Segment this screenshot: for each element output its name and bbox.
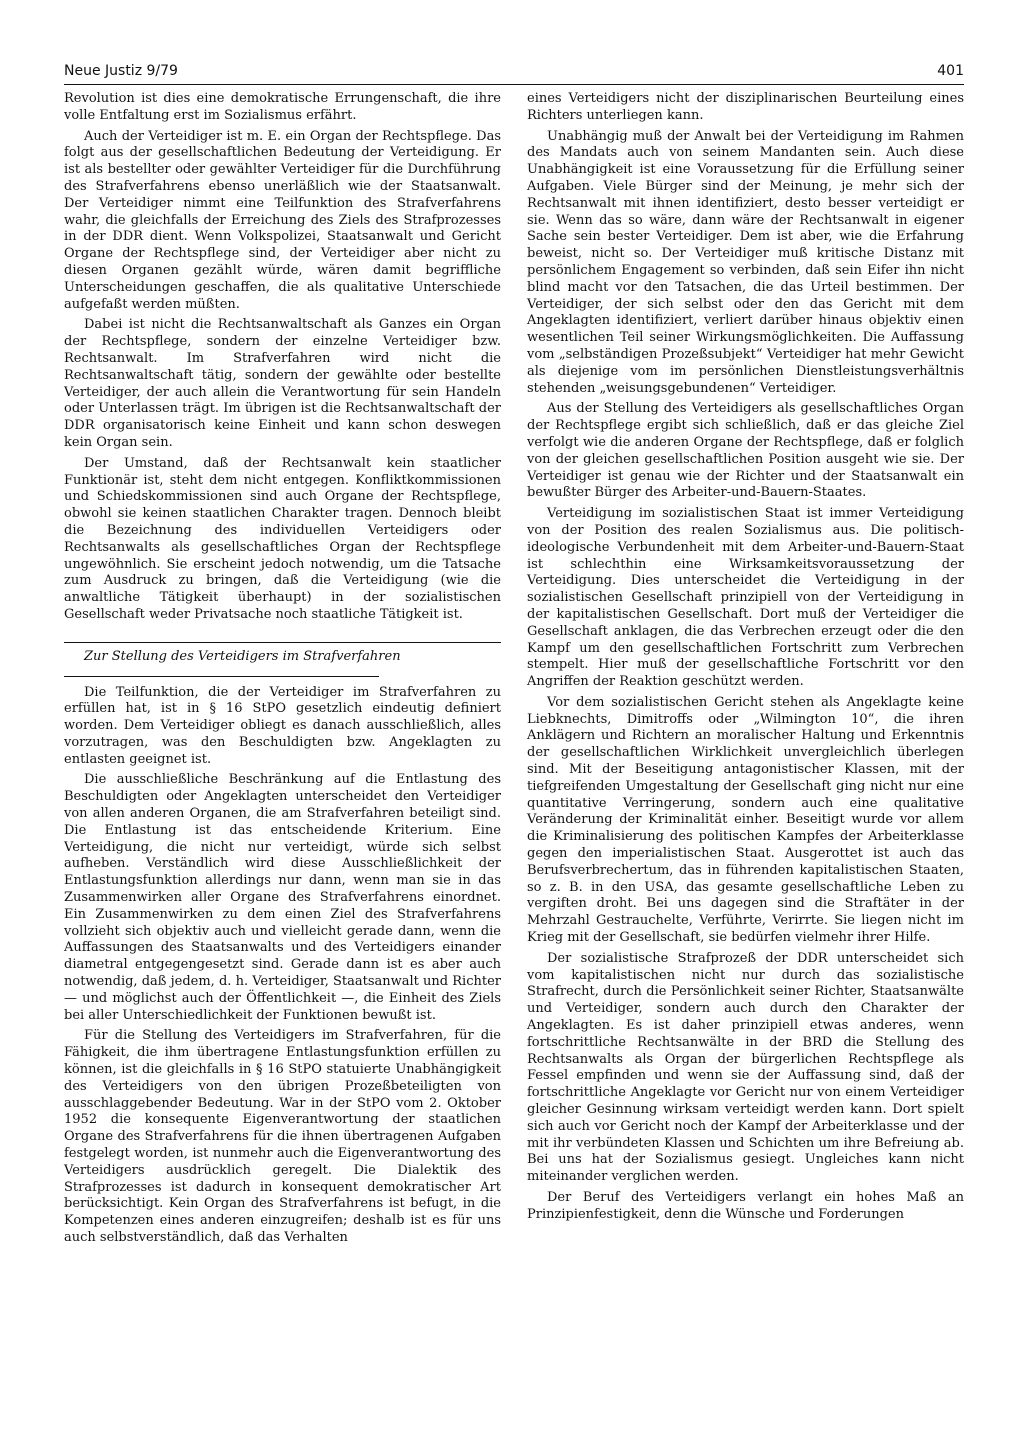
paragraph: Die ausschließliche Beschränkung auf die Entlastung des Beschuldigten oder Angeklagten unterscheidet den Verteidiger von allen anderen Organen, die am Strafverfahren beteiligt sind. Die Entlastung ist das entscheidende Kriterium. Eine Verteidigung, die nicht nur verteidigt, würde sich selbst aufheben. Verständlich wird diese Ausschließlichkeit der Entlastungsfunktion allerdings nur dann, wenn man sie in das Zusammenwirken aller Organe des Strafverfahrens einordnet. Ein Zusammenwirken zu dem einen Ziel des Strafverfahrens vollzieht sich objektiv auch und vielleicht gerade dann, wenn die Auffassungen des Staatsanwalts und des Verteidigers einander diametral entgegengesetzt sind. Gerade dann ist es aber auch notwendig, daß jedem, d. h. Verteidiger, Staatsanwalt und Richter — und möglichst auch der Öffentlichkeit —, die Einheit des Ziels bei aller Unterschiedlichkeit der Funktionen bewußt ist. <box>64 772 501 1023</box>
paragraph: Verteidigung im sozialistischen Staat ist immer Verteidigung von der Position des realen Sozialismus aus. Die politisch-ideologische Verbundenheit mit dem Arbeiter-und-Bauern-Staat ist schlechthin eine Wirksamkeitsvoraussetzung der Verteidigung. Dies unterscheidet die Verteidigung in der sozialistischen Gesellschaft prinzipiell von der Verteidigung in der kapitalistischen Gesellschaft. Dort muß der Verteidiger die Gesellschaft anklagen, die das Verbrechen erzeugt oder die den Kampf um den gesellschaftlichen Fortschritt zum Verbrechen stempelt. Hier muß der gesellschaftliche Fortschritt vor den Angriffen der Reaktion geschützt werden. <box>527 506 964 690</box>
paragraph: eines Verteidigers nicht der disziplinarischen Beurteilung eines Richters unterliegen kann. <box>527 91 964 123</box>
paragraph: Der Umstand, daß der Rechtsanwalt kein staatlicher Funktionär ist, steht dem nicht entgegen. Konfliktkommissionen und Schiedskommissionen sind auch Organe der Rechtspflege, obwohl sie keinen staatlichen Charakter tragen. Dennoch bleibt die Bezeichnung des individuellen Verteidigers oder Rechtsanwalts als gesellschaftliches Organ der Rechtspflege ungewöhnlich. Sie erscheint jedoch notwendig, um die Tatsache zum Ausdruck zu bringen, daß die Verteidigung (wie die anwaltliche Tätigkeit überhaupt) in der sozialistischen Gesellschaft weder Privatsache noch staatliche Tätigkeit ist. <box>64 455 501 622</box>
paragraph: Für die Stellung des Verteidigers im Strafverfahren, für die Fähigkeit, die ihm übertragene Entlastungsfunktion erfüllen zu können, ist die gleichfalls in § 16 StPO statuierte Unabhängigkeit des Verteidigers von den übrigen Prozeßbeteiligten von ausschlaggebender Bedeutung. War in der StPO vom 2. Oktober 1952 die konsequente Eigenverantwortung der staatlichen Organe des Strafverfahrens für die ihnen übertragenen Aufgaben festgelegt worden, ist nunmehr auch die Eigenverantwortung des Verteidigers ausdrücklich geregelt. Die Dialektik des Strafprozesses ist dadurch in konsequent demokratischer Art berücksichtigt. Kein Organ des Strafverfahrens ist befugt, in die Kompetenzen eines anderen einzugreifen; deshalb ist es für uns auch selbstverständlich, daß das Verhalten <box>64 1028 501 1245</box>
paragraph: Dabei ist nicht die Rechtsanwaltschaft als Ganzes ein Organ der Rechtspflege, sondern der einzelne Verteidiger bzw. Rechtsanwalt. Im Strafverfahren wird nicht die Rechtsanwaltschaft tätig, sondern der gewählte oder bestellte Verteidiger, der auch allein die Verantwortung für sein Handeln oder Unterlassen trägt. Im übrigen ist die Rechtsanwaltschaft der DDR organisatorisch keine Einheit und kann schon deswegen kein Organ sein. <box>64 317 501 450</box>
text-columns <box>64 91 964 1251</box>
page-number: 401 <box>937 63 964 79</box>
paragraph: Revolution ist dies eine demokratische Errungenschaft, die ihre volle Entfaltung erst im Sozialismus erfährt. <box>64 91 501 123</box>
paragraph: Der sozialistische Strafprozeß der DDR unterscheidet sich vom kapitalistischen nicht nur durch das sozialistische Strafrecht, durch die Persönlichkeit seiner Richter, Staatsanwälte und Verteidiger, sondern auch durch den Charakter der Angeklagten. Es ist daher prinzipiell etwas anderes, wenn fortschrittliche Rechtsanwälte in der BRD die Stellung des Rechtsanwalts als Organ der bürgerlichen Rechtspflege als Fessel empfinden und wenn sie der Auffassung sind, daß der fortschrittliche Angeklagte vor Gericht nur von einem Verteidiger gleicher Gesinnung wirksam verteidigt werden kann. Dort spielt sich auch vor Gericht noch der Kampf der Arbeiterklasse und der mit ihr verbündeten Klassen und Schichten um ihre Befreiung ab. Bei uns hat der Sozialismus gesiegt. Ungleiches kann nicht miteinander verglichen werden. <box>527 950 964 1185</box>
right-column <box>527 91 964 1251</box>
section-heading: Zur Stellung des Verteidigers im Strafverfahren <box>84 648 401 664</box>
section-heading-underline <box>64 676 379 677</box>
left-column <box>64 91 501 1251</box>
journal-title: Neue Justiz 9/79 <box>64 63 178 79</box>
section-divider <box>64 642 501 666</box>
paragraph: Unabhängig muß der Anwalt bei der Verteidigung im Rahmen des Mandats auch von seinem Mandanten sein. Auch diese Unabhängigkeit ist eine Voraussetzung für die Erfüllung seiner Aufgaben. Viele Bürger sind der Meinung, je mehr sich der Rechtsanwalt mit ihnen identifiziert, desto besser verteidigt er sie. Wenn das so wäre, dann wäre der Rechtsanwalt in eigener Sache sein bester Verteidiger. Dem ist aber, wie die Erfahrung beweist, nicht so. Der Verteidiger muß kritische Distanz mit persönlichem Engagement so verbinden, daß sein Eifer ihn nicht blind macht vor den Tatsachen, die das Urteil bestimmen. Der Verteidiger, der sich selbst oder den das Gericht mit dem Angeklagten identifiziert, verliert darüber hinaus objektiv einen wesentlichen Teil seiner Wirkungsmöglichkeiten. Die Auffassung vom „selbständigen Prozeßsubjekt“ Verteidiger hat mehr Gewicht als diejenige vom im persönlichen Dienstleistungsverhältnis stehenden „weisungsgebundenen“ Verteidiger. <box>527 128 964 396</box>
paragraph: Der Beruf des Verteidigers verlangt ein hohes Maß an Prinzipienfestigkeit, denn die Wünsche und Forderungen <box>527 1190 964 1222</box>
page-header <box>64 62 964 85</box>
paragraph: Vor dem sozialistischen Gericht stehen als Angeklagte keine Liebknechts, Dimitroffs oder „Wilmington 10“, die ihren Anklägern und Richtern an moralischer Haltung und Erkenntnis der gesellschaftlichen Wirklichkeit unvergleichlich überlegen sind. Mit der Beseitigung antagonistischer Klassen, mit der tiefgreifenden Umgestaltung der Gesellschaft ging nicht nur eine quantitative Verringerung, sondern auch eine qualitative Veränderung der Kriminalität einher. Beseitigt wurde vor allem die Kriminalisierung des politischen Kampfes der Arbeiterklasse gegen den imperialistischen Staat. Ausgerottet ist auch das Berufsverbrechertum, das in führenden kapitalistischen Staaten, so z. B. in den USA, das gesamte gesellschaftliche Leben zu vergiften droht. Bei uns dagegen sind die Straftäter in der Mehrzahl Gestrauchelte, Verführte, Verirrte. Sie liegen nicht im Krieg mit der Gesellschaft, sie bedürfen vielmehr ihrer Hilfe. <box>527 694 964 946</box>
paragraph: Die Teilfunktion, die der Verteidiger im Strafverfahren zu erfüllen hat, ist in § 16 StPO gesetzlich eindeutig definiert worden. Dem Verteidiger obliegt es danach ausschließlich, alles vorzutragen, was den Beschuldigten bzw. Angeklagten zu entlasten geeignet ist. <box>64 684 501 767</box>
paragraph: Auch der Verteidiger ist m. E. ein Organ der Rechtspflege. Das folgt aus der gesellschaftlichen Bedeutung der Verteidigung. Er ist als bestellter oder gewählter Verteidiger für die Durchführung des Strafverfahrens ebenso unerläßlich wie der Staatsanwalt. Der Verteidiger nimmt eine Teilfunktion des Strafverfahrens wahr, die gleichfalls der Erreichung des Ziels des Strafprozesses in der DDR dient. Wenn Volkspolizei, Staatsanwalt und Gericht Organe der Rechtspflege sind, der Verteidiger aber nicht zu diesen Organen gezählt würde, wären damit begriffliche Unterscheidungen geschaffen, die als qualitative Unterschiede aufgefaßt werden müßten. <box>64 128 501 312</box>
paragraph: Aus der Stellung des Verteidigers als gesellschaftliches Organ der Rechtspflege ergibt sich schließlich, daß er das gleiche Ziel verfolgt wie die anderen Organe der Rechtspflege, daß er folglich von der gleichen gesellschaftlichen Position ausgeht wie sie. Der Verteidiger ist genau wie der Richter und der Staatsanwalt ein bewußter Bürger des Arbeiter-und-Bauern-Staates. <box>527 401 964 501</box>
